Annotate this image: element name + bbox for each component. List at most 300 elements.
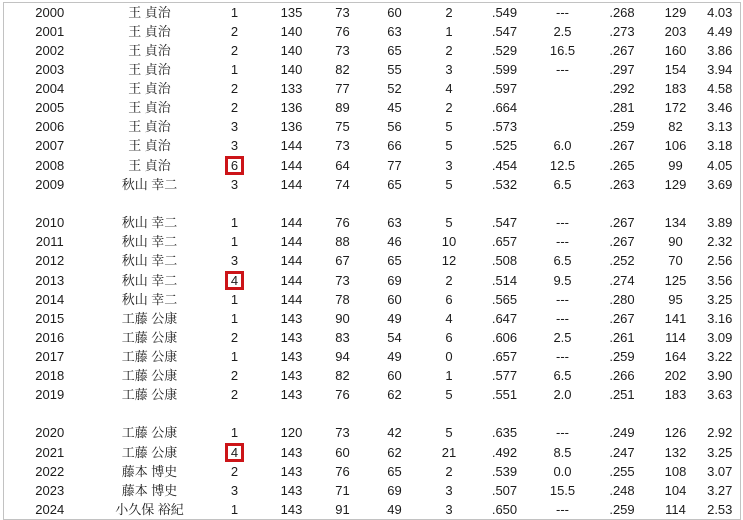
cell-ties: 1 (445, 24, 453, 39)
cell-year: 2020 (35, 425, 65, 441)
cell-year: 2018 (35, 368, 65, 384)
cell-era: 3.22 (707, 349, 733, 365)
cell-batting-avg: .280 (609, 292, 635, 308)
cell-manager-name: 王 貞治 (128, 157, 171, 173)
cell-year: 2011 (35, 234, 64, 250)
season-row-2009 (4, 175, 741, 194)
season-row-2023 (4, 481, 741, 500)
cell-losses: 77 (387, 157, 402, 173)
cell-win-pct: .599 (491, 62, 518, 77)
spacer-row (4, 404, 741, 423)
cell-ties: 2 (445, 5, 453, 20)
season-row-2004 (4, 79, 741, 98)
cell-games-behind: --- (556, 349, 569, 365)
cell-games: 144 (280, 234, 303, 250)
cell-year: 2012 (35, 253, 65, 269)
cell-win-pct: .529 (491, 43, 518, 58)
season-row-2024 (4, 500, 741, 520)
cell-games: 143 (280, 483, 303, 499)
cell-manager-name: 王 貞治 (128, 119, 171, 134)
cell-home-runs: 114 (665, 502, 686, 518)
cell-home-runs: 164 (664, 349, 687, 365)
cell-wins: 88 (335, 234, 350, 250)
cell-games: 140 (280, 43, 303, 58)
cell-games: 143 (280, 349, 303, 365)
cell-batting-avg: .265 (609, 157, 635, 173)
cell-home-runs: 172 (664, 100, 687, 115)
season-row-2013 (4, 270, 741, 290)
cell-era: 4.49 (707, 24, 733, 39)
cell-games-behind: 0.0 (553, 464, 572, 480)
spacer-cell (4, 194, 741, 213)
cell-win-pct: .549 (491, 5, 518, 20)
season-row-2017 (4, 347, 741, 366)
cell-losses: 49 (387, 311, 402, 327)
cell-year: 2016 (35, 330, 65, 346)
cell-games-behind: 6.5 (553, 368, 572, 384)
cell-batting-avg: .251 (609, 387, 635, 403)
cell-manager-name: 王 貞治 (128, 100, 171, 115)
cell-games-behind: --- (556, 215, 569, 231)
cell-year: 2017 (35, 349, 65, 365)
cell-ties: 3 (445, 62, 453, 77)
rank-highlight-box: 4 (225, 271, 244, 290)
cell-wins: 75 (335, 119, 350, 134)
cell-batting-avg: .261 (609, 330, 635, 346)
season-row-2008 (4, 155, 741, 175)
cell-rank: 1 (230, 5, 239, 20)
cell-home-runs: 160 (664, 43, 687, 58)
cell-manager-name: 小久保 裕紀 (115, 502, 184, 518)
season-row-2014 (4, 290, 741, 309)
cell-games: 136 (280, 100, 303, 115)
cell-games-behind: --- (556, 502, 569, 518)
cell-ties: 12 (441, 253, 457, 269)
cell-era: 3.13 (707, 119, 733, 134)
cell-year: 2005 (35, 100, 65, 115)
cell-batting-avg: .267 (609, 215, 635, 231)
cell-manager-name: 工藤 公康 (121, 387, 178, 403)
cell-win-pct: .507 (491, 483, 518, 499)
rank-highlight-box: 4 (225, 443, 244, 462)
cell-rank: 3 (230, 138, 239, 153)
cell-year: 2019 (35, 387, 65, 403)
cell-batting-avg: .297 (609, 62, 635, 77)
cell-wins: 83 (335, 330, 350, 346)
cell-year: 2023 (35, 483, 65, 499)
season-row-2016 (4, 328, 741, 347)
cell-year: 2014 (35, 292, 65, 308)
cell-win-pct: .547 (491, 215, 518, 231)
cell-win-pct: .492 (491, 444, 518, 460)
cell-home-runs: 90 (668, 234, 683, 250)
cell-era: 3.09 (707, 330, 733, 346)
cell-win-pct: .577 (491, 368, 518, 384)
cell-losses: 54 (387, 330, 402, 346)
cell-manager-name: 秋山 幸二 (121, 177, 178, 193)
cell-rank: 1 (230, 292, 239, 308)
cell-ties: 5 (445, 119, 453, 134)
cell-losses: 45 (387, 100, 402, 115)
cell-batting-avg: .249 (609, 425, 635, 441)
cell-wins: 73 (335, 138, 350, 153)
cell-wins: 60 (335, 444, 350, 460)
cell-ties: 4 (445, 81, 453, 96)
cell-era: 4.58 (707, 81, 733, 96)
cell-win-pct: .657 (491, 234, 518, 250)
cell-wins: 76 (335, 215, 350, 231)
cell-era: 3.07 (707, 464, 733, 480)
cell-wins: 76 (335, 387, 350, 403)
cell-losses: 49 (387, 502, 402, 518)
cell-batting-avg: .267 (609, 311, 635, 327)
cell-wins: 73 (335, 272, 350, 288)
cell-ties: 5 (445, 425, 453, 441)
cell-year: 2004 (35, 81, 65, 96)
cell-era: 3.25 (707, 444, 733, 460)
cell-win-pct: .454 (491, 157, 518, 173)
cell-home-runs: 183 (664, 81, 687, 96)
cell-batting-avg: .263 (609, 177, 635, 193)
cell-games: 144 (280, 138, 303, 153)
cell-ties: 6 (445, 330, 453, 346)
cell-ties: 10 (441, 234, 457, 250)
season-row-2005 (4, 98, 741, 117)
cell-rank: 1 (230, 349, 239, 365)
spacer-cell (4, 404, 741, 423)
cell-games: 144 (280, 292, 303, 308)
cell-wins: 89 (335, 100, 350, 115)
cell-era: 2.53 (707, 502, 733, 518)
cell-win-pct: .525 (491, 138, 518, 153)
cell-rank: 3 (230, 177, 239, 193)
cell-win-pct: .551 (491, 387, 518, 403)
cell-games-behind: 9.5 (553, 272, 572, 288)
cell-manager-name: 王 貞治 (128, 24, 171, 39)
cell-year: 2009 (35, 177, 65, 193)
cell-manager-name: 工藤 公康 (121, 444, 178, 460)
cell-games: 144 (280, 253, 303, 269)
cell-year: 2010 (35, 215, 65, 231)
manager-season-stats-table (3, 2, 741, 520)
cell-era: 3.63 (707, 387, 733, 403)
cell-ties: 2 (445, 272, 453, 288)
cell-games-behind (533, 117, 593, 136)
cell-rank: 2 (230, 81, 239, 96)
cell-manager-name: 秋山 幸二 (121, 272, 178, 288)
cell-games: 143 (280, 502, 303, 518)
cell-ties: 3 (445, 483, 453, 499)
cell-rank: 2 (230, 330, 239, 346)
cell-games: 144 (280, 272, 303, 288)
cell-batting-avg: .247 (609, 444, 635, 460)
cell-batting-avg: .268 (609, 5, 635, 20)
cell-era: 3.16 (707, 311, 733, 327)
cell-batting-avg: .281 (609, 100, 635, 115)
cell-rank: 3 (230, 483, 239, 499)
season-row-2006 (4, 117, 741, 136)
cell-year: 2007 (35, 138, 65, 153)
cell-win-pct: .657 (491, 349, 518, 365)
cell-era: 3.86 (707, 43, 733, 58)
cell-year: 2013 (35, 272, 65, 288)
cell-wins: 82 (335, 368, 350, 384)
cell-ties: 5 (445, 138, 453, 153)
cell-year: 2024 (35, 502, 65, 518)
cell-batting-avg: .292 (609, 81, 635, 96)
cell-manager-name: 秋山 幸二 (121, 234, 178, 250)
cell-rank: 2 (230, 368, 239, 384)
cell-games: 120 (280, 425, 303, 441)
cell-era: 2.56 (707, 253, 733, 269)
cell-wins: 76 (335, 24, 350, 39)
cell-manager-name: 王 貞治 (128, 138, 171, 153)
cell-home-runs: 82 (668, 119, 683, 134)
cell-games: 143 (280, 387, 303, 403)
cell-ties: 2 (445, 43, 453, 58)
season-row-2003 (4, 60, 741, 79)
cell-wins: 73 (335, 43, 350, 58)
cell-games: 143 (280, 330, 303, 346)
cell-games: 144 (280, 215, 303, 231)
cell-losses: 65 (387, 464, 402, 480)
cell-manager-name: 藤本 博史 (121, 483, 178, 499)
rank-highlight-box: 6 (225, 156, 244, 175)
cell-era: 3.18 (707, 138, 733, 153)
cell-games-behind: --- (556, 292, 569, 308)
cell-wins: 82 (335, 62, 350, 77)
cell-era: 3.89 (707, 215, 733, 231)
cell-ties: 3 (445, 502, 453, 518)
cell-ties: 4 (445, 311, 453, 327)
cell-wins: 71 (335, 483, 350, 499)
cell-manager-name: 工藤 公康 (121, 368, 178, 384)
cell-batting-avg: .267 (609, 138, 635, 153)
cell-manager-name: 工藤 公康 (121, 425, 178, 441)
cell-ties: 0 (445, 349, 453, 365)
cell-home-runs: 106 (664, 138, 687, 153)
cell-batting-avg: .267 (609, 43, 635, 58)
cell-games-behind: 16.5 (549, 43, 576, 58)
cell-year: 2000 (35, 5, 65, 20)
cell-wins: 73 (335, 425, 350, 441)
cell-manager-name: 秋山 幸二 (121, 253, 178, 269)
cell-home-runs: 154 (664, 62, 687, 77)
cell-year: 2022 (35, 464, 65, 480)
season-row-2022 (4, 462, 741, 481)
season-row-2020 (4, 423, 741, 442)
cell-games: 143 (280, 311, 303, 327)
cell-era: 3.90 (707, 368, 733, 384)
cell-rank: 2 (230, 43, 239, 58)
cell-home-runs: 125 (664, 272, 687, 288)
cell-win-pct: .565 (491, 292, 518, 308)
cell-win-pct: .647 (491, 311, 518, 327)
cell-losses: 60 (387, 368, 402, 384)
cell-home-runs: 203 (664, 24, 687, 39)
cell-rank: 1 (230, 62, 239, 77)
season-row-2019 (4, 385, 741, 404)
cell-games-behind: 6.0 (553, 138, 572, 153)
cell-home-runs: 129 (664, 5, 687, 20)
cell-year: 2015 (35, 311, 65, 327)
cell-rank (204, 442, 266, 462)
cell-losses: 60 (387, 5, 402, 20)
cell-rank (204, 155, 266, 175)
cell-batting-avg: .267 (609, 234, 635, 250)
cell-win-pct: .532 (491, 177, 518, 193)
cell-rank: 3 (230, 253, 239, 269)
cell-ties: 5 (445, 387, 453, 403)
cell-games: 140 (280, 24, 303, 39)
cell-rank: 1 (230, 215, 239, 231)
cell-year: 2003 (35, 62, 65, 77)
cell-games-behind: --- (556, 5, 569, 20)
cell-games: 143 (280, 464, 303, 480)
cell-losses: 63 (387, 24, 402, 39)
cell-losses: 65 (387, 177, 402, 193)
cell-games: 140 (280, 62, 303, 77)
cell-era: 3.25 (707, 292, 733, 308)
spacer-row (4, 194, 741, 213)
cell-win-pct: .597 (491, 81, 518, 96)
cell-games: 135 (280, 5, 303, 20)
cell-games-behind: 8.5 (553, 444, 572, 460)
cell-manager-name: 工藤 公康 (121, 311, 178, 327)
cell-ties: 5 (445, 215, 453, 231)
cell-year: 2008 (35, 157, 65, 173)
season-row-2018 (4, 366, 741, 385)
cell-games-behind: --- (556, 62, 569, 77)
cell-rank: 1 (230, 425, 239, 441)
cell-games: 144 (280, 157, 303, 173)
cell-home-runs: 132 (664, 444, 687, 460)
cell-games: 136 (280, 119, 303, 134)
cell-win-pct: .514 (491, 272, 518, 288)
cell-wins: 76 (335, 464, 350, 480)
cell-batting-avg: .252 (609, 253, 635, 269)
season-row-2007 (4, 136, 741, 155)
cell-games-behind: --- (556, 425, 569, 441)
cell-losses: 69 (387, 272, 402, 288)
cell-rank: 1 (230, 234, 239, 250)
cell-manager-name: 王 貞治 (128, 43, 171, 58)
cell-losses: 46 (387, 234, 402, 250)
cell-home-runs: 108 (664, 464, 687, 480)
cell-wins: 78 (335, 292, 350, 308)
cell-losses: 55 (387, 62, 402, 77)
cell-losses: 65 (387, 253, 402, 269)
cell-win-pct: .547 (491, 24, 518, 39)
cell-era: 4.05 (707, 157, 733, 173)
cell-batting-avg: .266 (609, 368, 635, 384)
cell-games-behind: --- (556, 234, 569, 250)
cell-games-behind: 6.5 (553, 253, 572, 269)
cell-year: 2006 (35, 119, 65, 134)
cell-era: 3.69 (707, 177, 733, 193)
cell-batting-avg: .259 (609, 119, 635, 134)
cell-home-runs: 70 (668, 253, 683, 269)
cell-year: 2021 (35, 444, 65, 460)
cell-manager-name: 王 貞治 (128, 5, 171, 20)
cell-win-pct: .539 (491, 464, 518, 480)
cell-manager-name: 秋山 幸二 (121, 292, 178, 308)
cell-wins: 74 (335, 177, 350, 193)
season-row-2011 (4, 232, 741, 251)
cell-year: 2002 (35, 43, 65, 58)
cell-manager-name: 王 貞治 (128, 81, 171, 96)
cell-home-runs: 126 (664, 425, 687, 441)
cell-era: 4.03 (707, 5, 733, 20)
cell-games-behind: 15.5 (549, 483, 576, 499)
cell-era: 3.27 (707, 483, 733, 499)
cell-games: 143 (280, 368, 303, 384)
cell-home-runs: 202 (664, 368, 687, 384)
season-row-2010 (4, 213, 741, 232)
cell-wins: 90 (335, 311, 350, 327)
cell-home-runs: 141 (664, 311, 687, 327)
cell-rank: 1 (230, 502, 239, 518)
cell-win-pct: .508 (491, 253, 518, 269)
cell-win-pct: .606 (491, 330, 518, 346)
cell-manager-name: 工藤 公康 (121, 349, 178, 365)
cell-era: 2.92 (707, 425, 733, 441)
cell-home-runs: 95 (668, 292, 683, 308)
cell-year: 2001 (35, 24, 65, 39)
cell-games-behind: 2.0 (553, 387, 572, 403)
cell-games: 133 (280, 81, 303, 96)
cell-home-runs: 183 (664, 387, 687, 403)
cell-manager-name: 工藤 公康 (121, 330, 178, 346)
season-row-2021 (4, 442, 741, 462)
cell-rank (204, 270, 266, 290)
cell-era: 3.56 (707, 272, 733, 288)
cell-games-behind (533, 98, 593, 117)
cell-losses: 62 (387, 444, 402, 460)
season-row-2015 (4, 309, 741, 328)
cell-games-behind: 6.5 (553, 177, 572, 193)
cell-win-pct: .664 (491, 100, 518, 115)
cell-losses: 63 (387, 215, 402, 231)
cell-games: 144 (280, 177, 303, 193)
cell-home-runs: 99 (668, 157, 683, 173)
cell-wins: 64 (335, 157, 350, 173)
cell-rank: 2 (230, 464, 239, 480)
cell-ties: 5 (445, 177, 453, 193)
cell-win-pct: .650 (491, 502, 518, 518)
cell-batting-avg: .273 (609, 24, 635, 39)
cell-batting-avg: .259 (609, 349, 635, 365)
cell-manager-name: 秋山 幸二 (121, 215, 178, 231)
cell-manager-name: 藤本 博史 (121, 464, 178, 480)
cell-rank: 1 (230, 311, 239, 327)
cell-batting-avg: .255 (609, 464, 635, 480)
manager-season-stats-section (3, 2, 741, 520)
cell-wins: 67 (335, 253, 350, 269)
cell-era: 3.46 (707, 100, 733, 115)
cell-era: 3.94 (707, 62, 733, 77)
cell-games-behind: 2.5 (553, 24, 572, 39)
cell-games-behind (533, 79, 593, 98)
cell-games: 143 (280, 444, 303, 460)
cell-wins: 91 (335, 502, 350, 518)
cell-rank: 2 (230, 24, 239, 39)
cell-losses: 66 (387, 138, 402, 153)
cell-wins: 73 (335, 5, 350, 20)
cell-wins: 77 (335, 81, 350, 96)
cell-games-behind: 12.5 (549, 157, 576, 173)
cell-losses: 52 (387, 81, 402, 96)
